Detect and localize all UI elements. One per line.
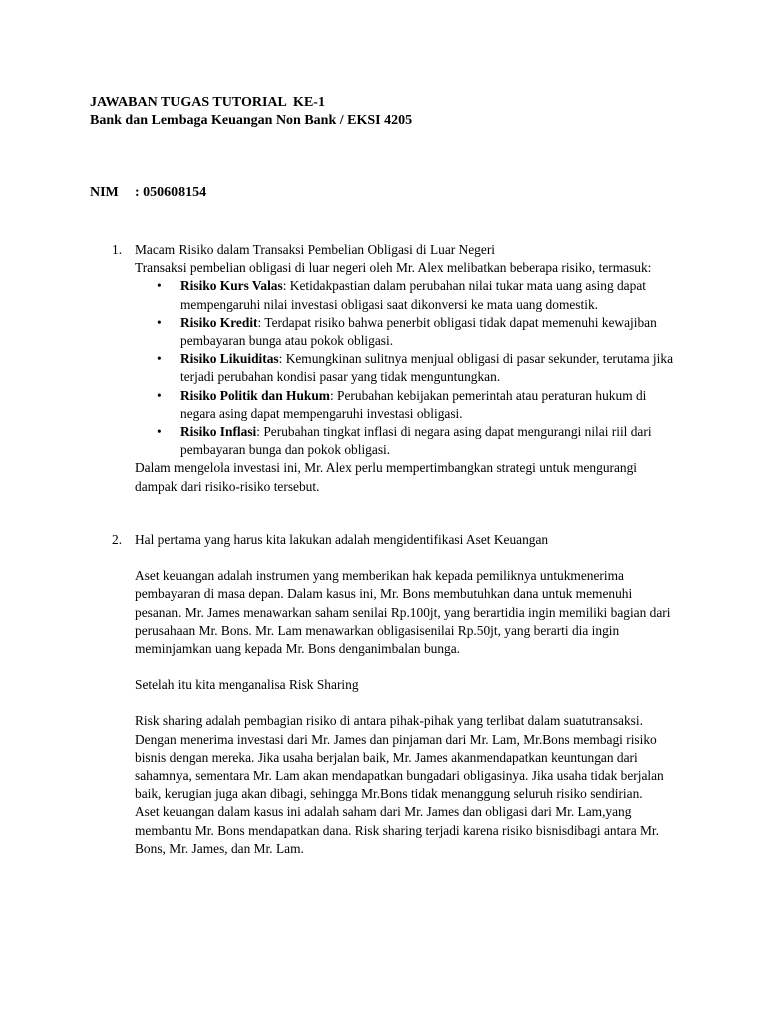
risk-list (135, 277, 680, 459)
section-1-intro: Transaksi pembelian obligasi di luar negeri oleh Mr. Alex melibatkan beberapa risiko, termasuk: (135, 260, 652, 276)
document-header (90, 94, 412, 130)
bullet-icon: • (157, 314, 162, 330)
section-2 (135, 531, 680, 858)
section-1 (135, 241, 680, 496)
risk-term: Risiko Politik dan Hukum (180, 387, 330, 403)
spacer (135, 549, 680, 567)
section-2-paragraph: Setelah itu kita menganalisa Risk Sharing (135, 677, 359, 693)
section-2-paragraph: Risk sharing adalah pembagian risiko di antara pihak-pihak yang terlibat dalam suatutransaksi. Dengan menerima investasi dari Mr. James dan pinjaman dari Mr. Lam, Mr.Bons membagi risiko bisnis dengan mereka. Jika usaha berjalan baik, Mr. James akanmendapatkan keuntungan dari sahamnya, sementara Mr. Lam akan mendapatkan bungadari obligasinya. Jika usaha tidak berjalan baik, kerugian juga akan dibagi, sehingga Mr.Bons tidak menanggung seluruh risiko sendirian. (135, 713, 664, 802)
section-1-closing: Dalam mengelola investasi ini, Mr. Alex perlu mempertimbangkan strategi untuk mengurangi dampak dari risiko-risiko tersebut. (135, 460, 638, 494)
document-title: JAWABAN TUGAS TUTORIAL KE-1 (90, 95, 325, 110)
nim-value: : 050608154 (135, 185, 207, 200)
risk-item (135, 423, 680, 459)
risk-item (135, 387, 680, 423)
risk-item (135, 277, 680, 313)
bullet-icon: • (157, 351, 162, 367)
risk-desc: : Ketidakpastian dalam perubahan nilai tukar mata uang asing dapat mempengaruhi nilai investasi obligasi saat dikonversi ke mata uang domestik. (180, 278, 646, 312)
risk-desc: : Perubahan kebijakan pemerintah atau peraturan hukum di negara asing dapat mempengaruhi investasi obligasi. (180, 387, 647, 421)
section-2-paragraph: Aset keuangan dalam kasus ini adalah saham dari Mr. James dan obligasi dari Mr. Lam,yang membantu Mr. Bons mendapatkan dana. Risk sharing terjadi karena risiko bisnisdibagi antara Mr. Bons, Mr. James, dan Mr. Lam. (135, 804, 659, 856)
risk-desc: : Perubahan tingkat inflasi di negara asing dapat mengurangi nilai riil dari pembayaran bunga dan pokok obligasi. (180, 424, 652, 458)
section-1-number: 1. (112, 242, 123, 257)
risk-term: Risiko Inflasi (180, 424, 257, 440)
risk-item (135, 314, 680, 350)
nim-line (90, 184, 206, 202)
bullet-icon: • (157, 424, 162, 440)
nim-label: NIM (90, 185, 119, 200)
section-2-number: 2. (112, 532, 123, 547)
risk-desc: : Kemungkinan sulitnya menjual obligasi di pasar sekunder, terutama jika terjadi perubahan kondisi pasar yang tidak menguntungkan. (180, 351, 674, 385)
document-subtitle: Bank dan Lembaga Keuangan Non Bank / EKSI 4205 (90, 113, 413, 128)
risk-term: Risiko Kurs Valas (180, 278, 283, 294)
risk-item (135, 350, 680, 386)
spacer (135, 658, 680, 676)
spacer (135, 694, 680, 712)
risk-desc: : Terdapat risiko bahwa penerbit obligasi tidak dapat memenuhi kewajiban pembayaran bunga atau pokok obligasi. (180, 314, 657, 349)
bullet-icon: • (157, 278, 162, 294)
risk-term: Risiko Likuiditas (180, 351, 279, 367)
section-2-heading: Hal pertama yang harus kita lakukan adalah mengidentifikasi Aset Keuangan (135, 532, 549, 547)
section-1-heading: Macam Risiko dalam Transaksi Pembelian Obligasi di Luar Negeri (135, 242, 495, 257)
risk-term: Risiko Kredit (180, 314, 258, 330)
section-2-paragraph: Aset keuangan adalah instrumen yang memberikan hak kepada pemiliknya untukmenerima pembayaran di masa depan. Dalam kasus ini, Mr. Bons membutuhkan dana untuk memenuhi pesanan. Mr. James menawarkan saham senilai Rp.100jt, yang berartidia ingin memiliki bagian dari perusahaan Mr. Bons. Mr. Lam menawarkan obligasisenilai Rp.50jt, yang berarti dia ingin meminjamkan uang kepada Mr. Bons denganimbalan bunga. (135, 568, 671, 657)
bullet-icon: • (157, 387, 162, 403)
